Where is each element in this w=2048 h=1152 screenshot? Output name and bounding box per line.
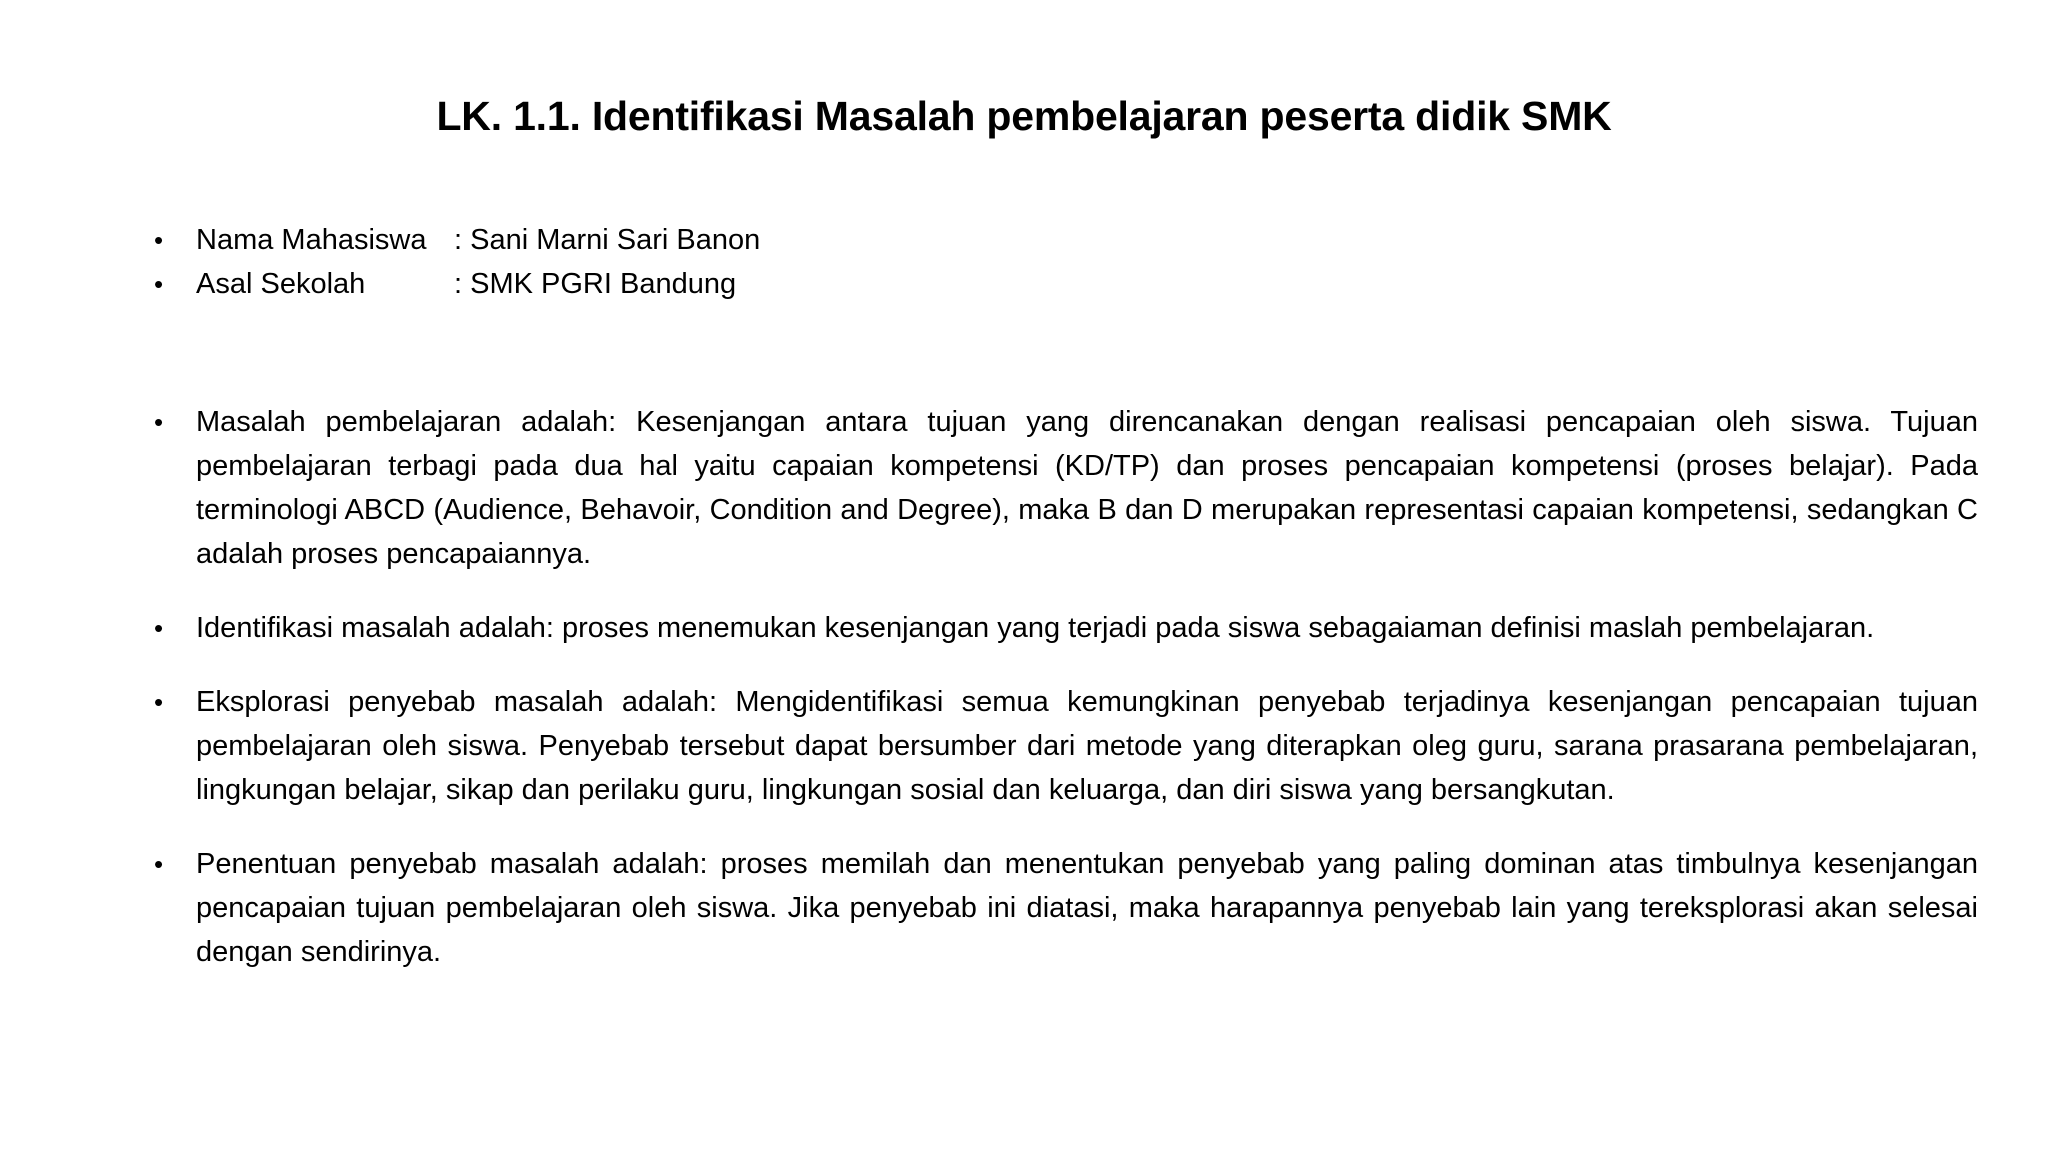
definition-text: Masalah pembelajaran adalah: Kesenjangan antara tujuan yang direncanakan dengan realisasi pencapaian oleh siswa. Tujuan pembelajaran terbagi pada dua hal yaitu capaian kompetensi (KD/TP) dan proses pencapaian kompetensi (proses belajar). Pada terminologi ABCD (Audience, Behavoir, Condition and Degree), maka B dan D merupakan representasi capaian kompetensi, sedangkan C adalah proses pencapaiannya.: [196, 406, 1978, 570]
bullet-icon: •: [154, 225, 164, 255]
definition-item-identifikasi: [154, 606, 1978, 650]
definition-text: Identifikasi masalah adalah: proses menemukan kesenjangan yang terjadi pada siswa sebagaiaman definisi maslah pembelajaran.: [196, 612, 1875, 644]
definition-list: [154, 400, 1978, 1004]
slide-title: LK. 1.1. Identifikasi Masalah pembelajaran peserta didik SMK: [436, 93, 1612, 139]
info-value-name: : Sani Marni Sari Banon: [454, 224, 761, 256]
bullet-icon: •: [154, 269, 164, 299]
info-item-name: [154, 218, 1978, 262]
bullet-icon: •: [154, 687, 164, 717]
student-info-list: [154, 218, 1978, 306]
bullet-icon: •: [154, 613, 164, 643]
definition-item-eksplorasi: [154, 680, 1978, 812]
definition-text: Eksplorasi penyebab masalah adalah: Mengidentifikasi semua kemungkinan penyebab terjadinya kesenjangan pencapaian tujuan pembelajaran oleh siswa. Penyebab tersebut dapat bersumber dari metode yang diterapkan oleg guru, sarana prasarana pembelajaran, lingkungan belajar, sikap dan perilaku guru, lingkungan sosial dan keluarga, dan diri siswa yang bersangkutan.: [196, 686, 1978, 806]
info-item-school: [154, 262, 1978, 306]
info-label-name: Nama Mahasiswa: [196, 224, 427, 256]
definition-text: Penentuan penyebab masalah adalah: proses memilah dan menentukan penyebab yang paling dominan atas timbulnya kesenjangan pencapaian tujuan pembelajaran oleh siswa. Jika penyebab ini diatasi, maka harapannya penyebab lain yang tereksplorasi akan selesai dengan sendirinya.: [196, 848, 1978, 968]
bullet-icon: •: [154, 849, 164, 879]
info-value-school: : SMK PGRI Bandung: [454, 268, 737, 300]
definition-item-masalah: [154, 400, 1978, 576]
definition-item-penentuan: [154, 842, 1978, 974]
info-label-school: Asal Sekolah: [196, 268, 366, 300]
bullet-icon: •: [154, 407, 164, 437]
